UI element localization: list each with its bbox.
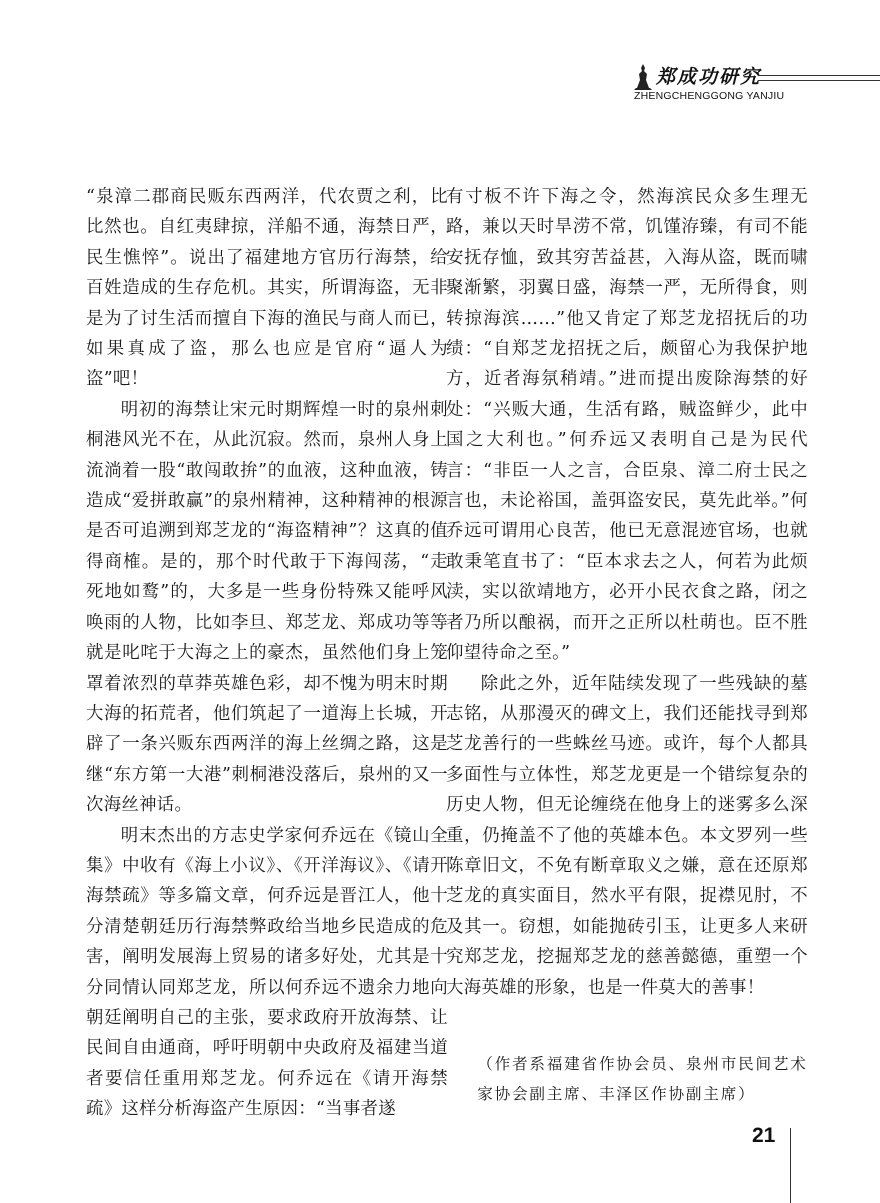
page-number-rule [790, 1128, 791, 1203]
page-number: 21 [752, 1124, 776, 1147]
journal-header [628, 58, 880, 108]
journal-title: 郑成功研究 [656, 66, 762, 88]
statue-logo-icon [632, 62, 654, 92]
right-column [446, 182, 808, 1109]
paragraph: 除此之外，近年陆续发现了一些残缺的墓志铭，从那漫灭的碑文上，我们还能找寻到郑芝龙善行的一些蛛丝马迹。或许，每个人都具多面性与立体性，郑芝龙更是一个错综复杂的历史人物，但无论缠绕在他身上的迷雾多么深重，仍掩盖不了他的英雄本色。本文罗列一些陈章旧文，不免有断章取义之嫌，意在还原郑芝龙的真实面目，然水平有限，捉襟见肘，不及其一。窃想，如能抛砖引玉，让更多人来研究郑芝龙，挖掘郑芝龙的慈善懿德，重塑一个大海英雄的形象，也是一件莫大的善事！ [446, 673, 808, 998]
author-note: （作者系福建省作协会员、泉州市民间艺术家协会副主席、丰泽区作协副主席） [477, 1054, 808, 1103]
left-column [86, 182, 448, 1125]
paragraph: “泉漳二郡商民贩东西两洋，代农贾之利，比比然也。自红夷肆掠，洋船不通，海禁日严，民生憔悴”。说出了福建地方官历行海禁，给百姓造成的生存危机。其实，所谓海盗，无非是为了讨生活而擅自下海的渔民与商人而已，如果真成了盗，那么也应是官府“逼人为盗”吧！ [86, 187, 448, 390]
journal-subtitle: ZHENGCHENGGONG YANJIU [634, 90, 785, 102]
paragraph: 有寸板不许下海之令，然海滨民众多生理无路，兼以天时旱涝不常，饥馑洊臻，有司不能安抚存恤，致其穷苦益甚，入海从盗，既而啸聚渐繁，羽翼日盛，海禁一严，无所得食，则转掠海滨……”他又肯定了郑芝龙招抚后的功绩：“自郑芝龙招抚之后，颇留心为我保护地方，近者海氛稍靖。”进而提出废除海禁的好处：“兴贩大通，生活有路，贼盗鲜少，此中国之大利也。”何乔远又表明自己是为民代言：“非臣一人之言，合臣泉、漳二府士民之言也，未论裕国，盖弭盗安民，莫先此举。”何乔远可谓用心良苦，他已无意混迹官场，也就敢秉笔直书了：“臣本求去之人，何若为此烦渎，实以欲靖地方，必开小民衣食之路，闭之者乃所以酿祸，而开之正所以杜萌也。臣不胜仰望待命之至。” [446, 187, 808, 664]
paragraph: 明末杰出的方志史学家何乔远在《镜山全集》中收有《海上小议》、《开洋海议》、《请开海禁疏》等多篇文章，何乔远是晋江人，他十分清楚朝廷历行海禁弊政给当地乡民造成的危害，阐明发展海上贸易的诸多好处，尤其是十分同情认同郑芝龙，所以何乔远不遗余力地向朝廷阐明自己的主张，要求政府开放海禁、让民间自由通商，呼吁明朝中央政府及福建当道者要信任重用郑芝龙。何乔远在《请开海禁疏》这样分析海盗产生原因：“当事者遂 [86, 825, 448, 1120]
header-rule [758, 80, 880, 81]
paragraph: 明初的海禁让宋元时期辉煌一时的泉州刺桐港风光不在，从此沉寂。然而，泉州人身上流淌着一股“敢闯敢拚”的血液，这种血液，铸造成“爱拼敢赢”的泉州精神，这种精神的根源是否可追溯到郑芝龙的“海盗精神”？这真的值得商榷。是的，那个时代敢于下海闯荡，“走死地如鹜”的，大多是一些身份特殊又能呼风唤雨的人物，比如李旦、郑芝龙、郑成功等等就是叱咤于大海之上的豪杰，虽然他们身上笼罩着浓烈的草莽英雄色彩，却不愧为明末时期大海的拓荒者，他们筑起了一道海上长城，开辟了一条兴贩东西两洋的海上丝绸之路，这是继“东方第一大港”刺桐港没落后，泉州的又一次海丝神话。 [86, 399, 448, 816]
header-rule [758, 75, 880, 76]
